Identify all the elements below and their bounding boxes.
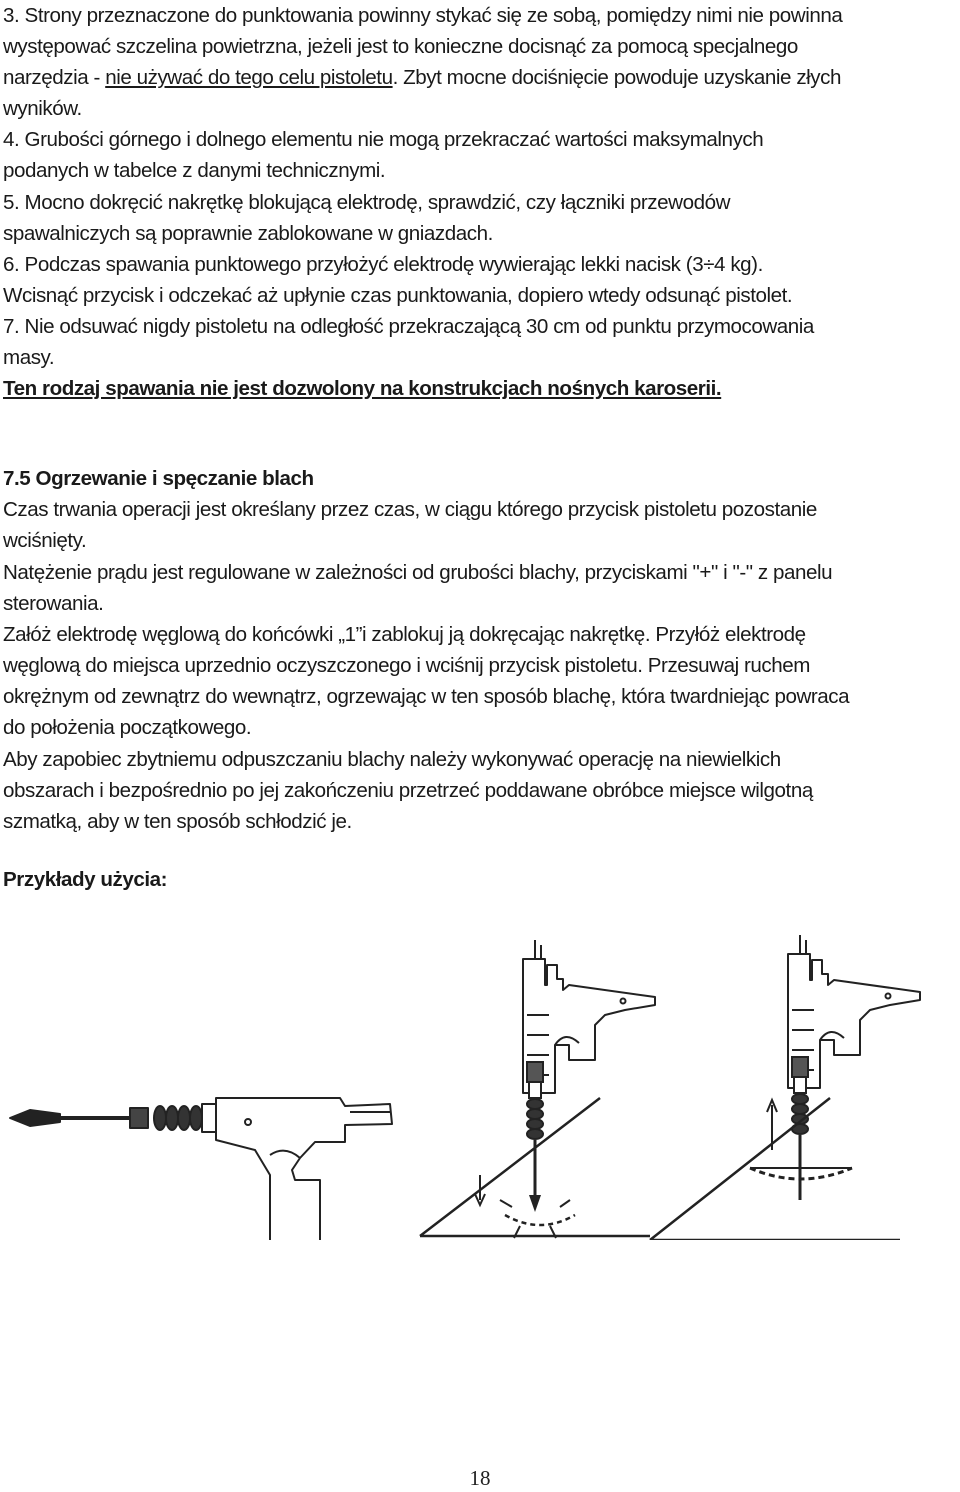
page-number: 18 (469, 1466, 491, 1490)
item6-line2: Wcisnąć przycisk i odczekać aż upłynie czas punktowania, dopiero wtedy odsunąć pistolet. (3, 284, 793, 307)
section-line: szmatką, aby w ten sposób schłodzić je. (3, 810, 352, 833)
section-line: węglową do miejsca uprzednio oczyszczonego i wciśnij przycisk pistoletu. Przesuwaj ruchem (3, 654, 810, 677)
section-line: Czas trwania operacji jest określany przez czas, w ciągu którego przycisk pistoletu pozostanie (3, 498, 817, 521)
section-line: Aby zapobiec zbytniemu odpuszczaniu blachy należy wykonywać operację na niewielkich (3, 748, 781, 771)
item3-line3-end: . Zbyt mocne dociśnięcie powoduje uzyskanie złych (392, 66, 842, 89)
section-line: do położenia początkowego. (3, 716, 252, 739)
item3-line1: 3. Strony przeznaczone do punktowania powinny stykać się ze sobą, pomiędzy nimi nie powinna (3, 4, 843, 27)
item5-line1: 5. Mocno dokręcić nakrętkę blokującą elektrodę, sprawdzić, czy łączniki przewodów (3, 191, 731, 214)
section-line: wciśnięty. (3, 529, 87, 552)
section-heading: 7.5 Ogrzewanie i spęczanie blach (3, 467, 314, 490)
item6-line1: 6. Podczas spawania punktowego przyłożyć elektrodę wywierając lekki nacisk (3÷4 kg). (3, 253, 763, 276)
examples-heading: Przykłady użycia: (3, 868, 168, 891)
item3-underlined-warning: nie używać do tego celu pistoletu (105, 66, 393, 89)
section-line: Załóż elektrodę węglową do końcówki „1”i zablokuj ją dokręcając nakrętkę. Przyłóż elektrodę (3, 623, 806, 646)
section-line: Natężenie prądu jest regulowane w zależności od grubości blachy, przyciskami "+" i "-" z panelu (3, 561, 833, 584)
figure-gun-press-down (420, 940, 655, 1238)
warning-text: Ten rodzaj spawania nie jest dozwolony na konstrukcjach nośnych karoserii. (3, 377, 722, 400)
item7-line1: 7. Nie odsuwać nigdy pistoletu na odległość przekraczającą 30 cm od punktu przymocowania (3, 315, 814, 338)
item3-line4: wyników. (3, 97, 82, 120)
item5-line2: spawalniczych są poprawnie zablokowane w gniazdach. (3, 222, 493, 245)
item4-line2: podanych w tabelce z danymi technicznymi. (3, 159, 386, 182)
figure-gun-horizontal (10, 1098, 392, 1240)
item3-line3 (3, 62, 960, 93)
section-line: obszarach i bezpośrednio po jej zakończeniu przetrzeć poddawane obróbce miejsce wilgotną (3, 779, 813, 802)
usage-illustrations (0, 920, 960, 1240)
section-line: okrężnym od zewnątrz do wewnątrz, ogrzewając w ten sposób blachę, która twardniejąc powraca (3, 685, 850, 708)
item3-line2: występować szczelina powietrzna, jeżeli jest to konieczne docisnąć za pomocą specjalnego (3, 35, 798, 58)
item3-line3-start: narzędzia - (3, 66, 106, 89)
item7-line2: masy. (3, 346, 55, 369)
section-line: sterowania. (3, 592, 104, 615)
figure-gun-lift-up (650, 935, 920, 1240)
item4-line1: 4. Grubości górnego i dolnego elementu nie mogą przekraczać wartości maksymalnych (3, 128, 764, 151)
